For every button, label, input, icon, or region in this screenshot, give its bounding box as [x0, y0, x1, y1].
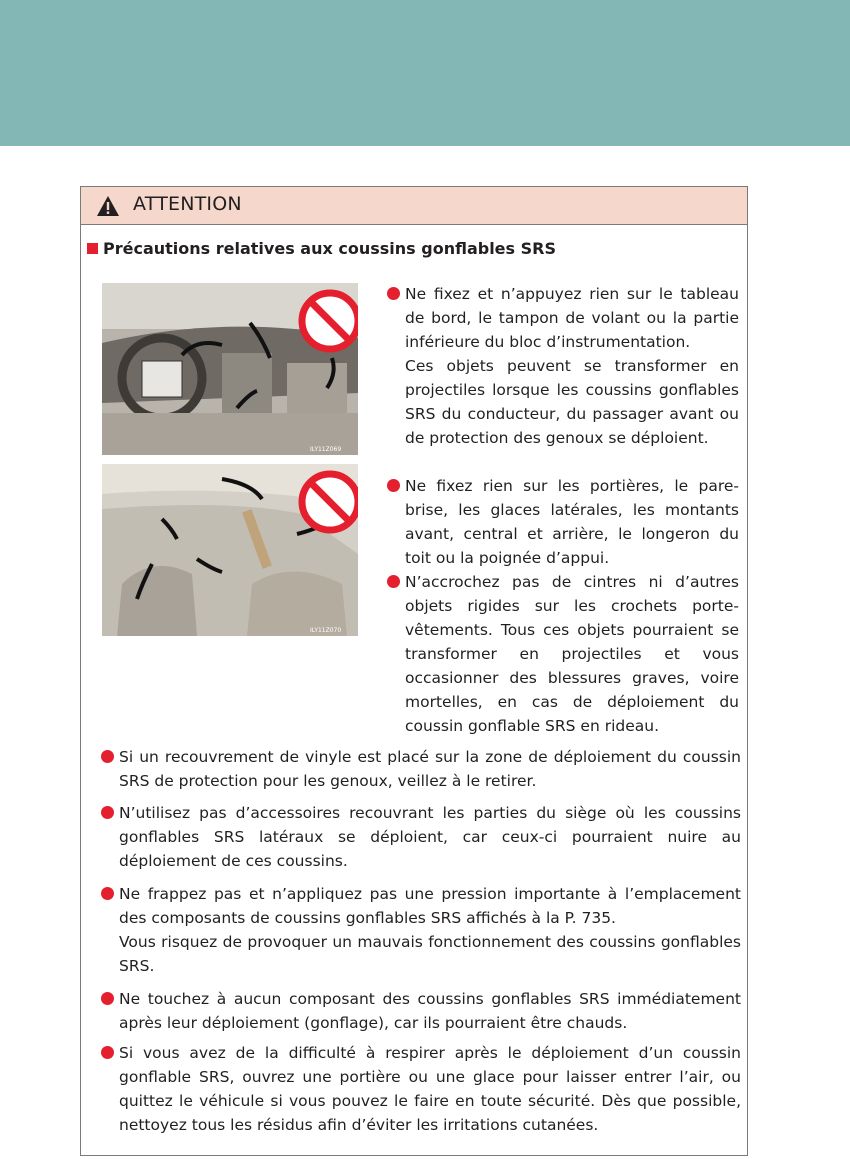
- item-text: Ne frappez pas et n’appliquez pas une pression importante à l’emplacement des composants de coussins gonflables SRS affichés à la P. 735.: [119, 885, 741, 927]
- list-item: [101, 1041, 741, 1137]
- item-text: Ne touchez à aucun composant des coussins gonflables SRS immédiatement après leur déploiement (gonflage), car ils pourraient être chauds.: [119, 990, 741, 1032]
- list-item: [101, 987, 741, 1035]
- figure-dashboard: [102, 283, 358, 455]
- list-item: [101, 745, 741, 793]
- figure-code: ILY11Z070: [310, 627, 342, 634]
- bullet-icon: [101, 992, 114, 1005]
- list-item: [101, 801, 741, 873]
- page-header-band: [0, 0, 850, 146]
- item-text: Ne fixez et n’appuyez rien sur le tableau de bord, le tampon de volant ou la partie inférieure du bloc d’instrumentation.: [405, 285, 739, 351]
- item-text: Si un recouvrement de vinyle est placé sur la zone de déploiement du coussin SRS de protection pour les genoux, veillez à le retirer.: [119, 748, 741, 790]
- bullet-icon: [387, 479, 400, 492]
- item-note: Vous risquez de provoquer un mauvais fonctionnement des coussins gonflables SRS.: [119, 933, 741, 975]
- bullet-icon: [101, 887, 114, 900]
- item-text: N’accrochez pas de cintres ni d’autres objets rigides sur les crochets porte-vêtements. Tous ces objets pourraient se transformer en projectiles et vous occasionner des blessures graves, voire mortelles, en cas de déploiement du coussin gonflable SRS en rideau.: [405, 573, 739, 735]
- bullet-icon: [101, 1046, 114, 1059]
- caution-title: ATTENTION: [133, 193, 242, 215]
- bullet-icon: [101, 806, 114, 819]
- section-title: [87, 239, 556, 258]
- list-item: [101, 882, 741, 978]
- section-title-text: Précautions relatives aux coussins gonflables SRS: [103, 239, 556, 258]
- warning-triangle-icon: [96, 195, 120, 217]
- figure-cabin: [102, 464, 358, 636]
- dashboard-illustration: [102, 283, 358, 455]
- list-item: [387, 570, 739, 738]
- cabin-illustration: [102, 464, 358, 636]
- bullet-icon: [101, 750, 114, 763]
- list-item: [387, 282, 739, 450]
- bullet-icon: [387, 287, 400, 300]
- caution-box: [80, 186, 748, 1156]
- item-text: N’utilisez pas d’accessoires recouvrant les parties du siège où les coussins gonflables SRS latéraux se déploient, car ceux-ci pourraient nuire au déploiement de ces coussins.: [119, 804, 741, 870]
- section-marker-icon: [87, 243, 98, 254]
- list-item: [387, 474, 739, 570]
- caution-header: [81, 187, 747, 225]
- bullet-icon: [387, 575, 400, 588]
- figure-code: ILY11Z069: [310, 446, 342, 453]
- item-note: Ces objets peuvent se transformer en projectiles lorsque les coussins gonflables SRS du conducteur, du passager avant ou de protection des genoux se déploient.: [405, 357, 739, 447]
- item-text: Si vous avez de la difficulté à respirer après le déploiement d’un coussin gonflable SRS, ouvrez une portière ou une glace pour laisser entrer l’air, ou quittez le véhicule si vous pouvez le faire en toute sécurité. Dès que possible, nettoyez tous les résidus afin d’éviter les irritations cutanées.: [119, 1044, 741, 1134]
- item-text: Ne fixez rien sur les portières, le pare-brise, les glaces latérales, les montants avant, central et arrière, le longeron du toit ou la poignée d’appui.: [405, 477, 739, 567]
